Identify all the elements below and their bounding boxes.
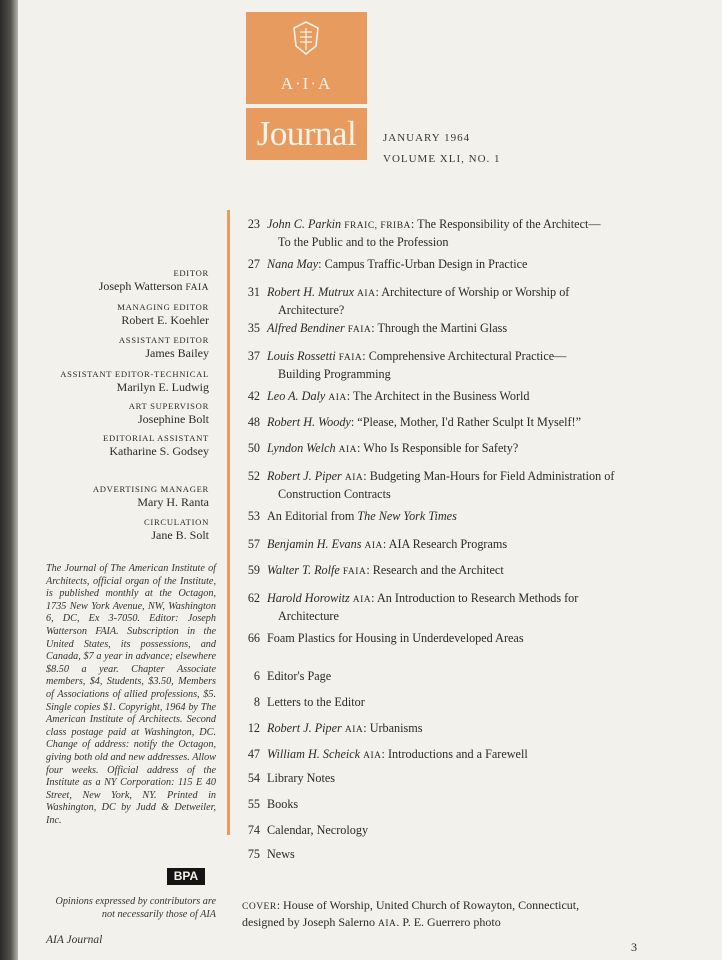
issue-info <box>383 128 501 170</box>
toc-page: 55 <box>247 797 260 811</box>
staff-entry <box>40 302 209 328</box>
staff-name-text: Josephine Bolt <box>138 412 209 426</box>
toc-rule <box>227 210 230 835</box>
toc-sep: : <box>381 747 388 761</box>
toc-page: 37 <box>247 349 260 363</box>
issue-volume: VOLUME XLI, NO. 1 <box>383 153 501 165</box>
toc-page: 6 <box>253 669 260 683</box>
toc-title-italic: The New York Times <box>357 509 457 523</box>
logo-title: Journal <box>256 114 357 153</box>
toc-author: Nana May <box>267 257 319 271</box>
toc-text <box>267 630 667 646</box>
toc-text <box>267 414 667 430</box>
toc-continuation: Architecture <box>278 609 339 623</box>
toc-page: 12 <box>247 721 260 735</box>
toc-sep: : <box>371 321 378 335</box>
toc-creds: AIA <box>344 473 364 483</box>
toc-sep: : <box>363 721 370 735</box>
aia-seal-icon <box>291 20 321 56</box>
toc-page: 52 <box>247 469 260 483</box>
toc-sep: : <box>350 415 358 429</box>
staff-name-text: Joseph Watterson <box>98 279 183 293</box>
staff-role: EDITORIAL ASSISTANT <box>103 433 209 443</box>
toc-text <box>267 846 667 862</box>
toc-sep: : <box>346 389 353 403</box>
toc-author: Robert H. Mutrux <box>267 285 354 299</box>
toc-title: The Responsibility of the Architect— <box>417 217 601 231</box>
toc-creds: FAIA <box>342 567 367 577</box>
toc-author: Leo A. Daly <box>267 389 326 403</box>
toc-creds: AIA <box>344 725 364 735</box>
toc-text <box>267 822 667 838</box>
toc-text <box>267 508 667 524</box>
cover-caption <box>242 898 642 932</box>
logo-title-block <box>246 108 367 160</box>
toc-page: 35 <box>247 321 260 335</box>
cover-creds: AIA <box>377 919 397 929</box>
staff-entry <box>40 335 209 361</box>
staff-entry <box>40 268 209 296</box>
toc-text <box>267 388 667 406</box>
toc-author: Walter T. Rolfe <box>267 563 340 577</box>
toc-title: The Architect in the Business World <box>353 389 530 403</box>
toc-title: Through the Martini Glass <box>377 321 508 335</box>
toc-author: Robert H. Woody <box>267 415 351 429</box>
toc-text <box>267 770 667 786</box>
logo-block <box>246 12 367 104</box>
cover-line1: : House of Worship, United Church of Rowayton, Connecticut, <box>276 898 580 912</box>
toc-creds: FRAIC, FRIBA <box>344 221 411 231</box>
toc-text <box>267 440 667 458</box>
staff-entry <box>40 484 209 510</box>
toc-page: 31 <box>247 285 260 299</box>
staff-entry <box>40 369 209 395</box>
staff-role: ADVERTISING MANAGER <box>92 484 209 494</box>
staff-role: MANAGING EDITOR <box>117 302 209 312</box>
toc-creds: FAIA <box>338 353 363 363</box>
toc-title: Introductions and a Farewell <box>387 747 528 761</box>
toc-page: 23 <box>247 217 260 231</box>
staff-name <box>40 380 209 395</box>
toc-continuation: Architecture? <box>278 303 345 317</box>
staff-name-text: Katharine S. Godsey <box>109 444 209 458</box>
toc-title: An Editorial from <box>267 509 355 523</box>
cover-label: COVER <box>242 902 277 912</box>
toc-page: 48 <box>247 415 260 429</box>
staff-name <box>40 495 209 510</box>
staff-name <box>40 346 209 361</box>
toc-page: 66 <box>247 631 260 645</box>
staff-name <box>40 313 209 328</box>
toc-page: 53 <box>247 509 260 523</box>
toc-title: “Please, Mother, I'd Rather Sculpt It Myself!” <box>357 415 582 429</box>
toc-page: 27 <box>247 257 260 271</box>
toc-title: Architecture of Worship or Worship of <box>381 285 570 299</box>
toc-continuation: Building Programming <box>278 367 391 381</box>
toc-author: William H. Scheick <box>267 747 361 761</box>
toc-title: Who Is Responsible for Safety? <box>363 441 519 455</box>
bpa-badge: BPA <box>167 868 205 885</box>
toc-title: Urbanisms <box>369 721 423 735</box>
toc-text <box>267 590 667 624</box>
toc-title: Comprehensive Architectural Practice— <box>368 349 567 363</box>
toc-title: Campus Traffic-Urban Design in Practice <box>324 257 528 271</box>
staff-role: ASSISTANT EDITOR <box>118 335 209 345</box>
toc-text <box>267 256 667 272</box>
toc-page: 8 <box>253 695 260 709</box>
logo-letters: A·I·A <box>280 74 333 93</box>
binding-spine <box>0 0 18 960</box>
toc-author: Benjamin H. Evans <box>267 537 362 551</box>
toc-creds: AIA <box>328 393 347 403</box>
toc-sep: : <box>366 563 373 577</box>
toc-text <box>267 320 667 338</box>
opinions-note: Opinions expressed by contributors are not necessarily those of AIA <box>55 896 216 920</box>
toc-author: Lyndon Welch <box>267 441 336 455</box>
toc-page: 59 <box>247 563 260 577</box>
staff-role: EDITOR <box>173 268 209 278</box>
toc-creds: AIA <box>363 751 382 761</box>
toc-text <box>267 668 667 684</box>
toc-author: John C. Parkin <box>267 217 342 231</box>
toc-title: Research and the Architect <box>372 563 504 577</box>
toc-text <box>267 348 667 382</box>
toc-author: Robert J. Piper <box>267 721 342 735</box>
staff-entry <box>40 433 209 459</box>
toc-text <box>267 284 667 318</box>
toc-sep: : <box>410 217 418 231</box>
footer-title: AIA Journal <box>46 934 103 946</box>
publication-note: The Journal of The American Institute of Architects, official organ of the Institute, is published monthly at the Octagon, 1735 New York Avenue, NW, Washington 6, DC, Ex 3-7050. Editor: Joseph Watterson FAIA. Subscription in the United States, its possessions, and Canada, $7 a year in advance; elsewhere $8.50 a year. Chapter Associate members, $4, Students, $3.50, Members of Associations of allied professions, $5. Single copies $1. Copyright, 1964 by The American Institute of Architects. Second class postage paid at Washington, DC. Change of address: notify the Octagon, giving both old and new addresses. Allow four weeks. Official address of the Institute as a NY Corporation: 115 E 40 Street, New York, NY. Printed in Washington, DC by Judd & Detweiler, Inc. <box>46 563 216 826</box>
staff-entry <box>40 517 209 543</box>
toc-title: Foam Plastics for Housing in Underdeveloped Areas <box>267 631 524 645</box>
toc-creds: AIA <box>364 541 383 551</box>
staff-entry <box>40 401 209 427</box>
toc-page: 62 <box>247 591 260 605</box>
toc-title: Library Notes <box>267 771 336 785</box>
toc-page: 54 <box>247 771 260 785</box>
toc-text <box>267 796 667 812</box>
toc-title: Budgeting Man-Hours for Field Administration of <box>369 469 615 483</box>
page-number: 3 <box>631 940 637 954</box>
toc-title: Books <box>267 797 299 811</box>
toc-author: Alfred Bendiner <box>267 321 345 335</box>
toc-text <box>267 216 667 250</box>
toc-continuation: To the Public and to the Profession <box>278 235 449 249</box>
staff-role: ART SUPERVISOR <box>128 401 209 411</box>
toc-title: News <box>267 847 295 861</box>
staff-name-text: Robert E. Koehler <box>121 313 209 327</box>
cover-line2a: designed by Joseph Salerno <box>242 915 375 929</box>
toc-title: An Introduction to Research Methods for <box>376 591 579 605</box>
toc-author: Robert J. Piper <box>267 469 342 483</box>
toc-text <box>267 746 667 764</box>
staff-suffix: FAIA <box>185 283 209 293</box>
toc-page: 47 <box>247 747 260 761</box>
staff-name <box>40 279 209 296</box>
toc-sep: : <box>371 591 377 605</box>
staff-role: CIRCULATION <box>144 517 209 527</box>
cover-line2b: . P. E. Guerrero photo <box>396 915 501 929</box>
toc-sep: : <box>375 285 382 299</box>
toc-page: 75 <box>247 847 260 861</box>
toc-text <box>267 720 667 738</box>
toc-title: Editor's Page <box>267 669 332 683</box>
toc-page: 57 <box>247 537 260 551</box>
toc-page: 74 <box>247 823 260 837</box>
toc-continuation: Construction Contracts <box>278 487 391 501</box>
toc-sep: : <box>382 537 389 551</box>
toc-text <box>267 536 667 554</box>
toc-sep: : <box>357 441 364 455</box>
toc-page: 42 <box>247 389 260 403</box>
toc-creds: AIA <box>352 595 372 605</box>
staff-name-text: Jane B. Solt <box>151 528 209 542</box>
toc-text <box>267 562 667 580</box>
staff-name <box>40 412 209 427</box>
staff-name <box>40 444 209 459</box>
issue-date: JANUARY 1964 <box>383 132 471 144</box>
toc-creds: AIA <box>338 445 358 455</box>
staff-name-text: Marilyn E. Ludwig <box>116 380 209 394</box>
toc-sep: : <box>362 349 369 363</box>
toc-sep: : <box>363 469 370 483</box>
toc-sep: : <box>318 257 325 271</box>
toc-title: Letters to the Editor <box>267 695 365 709</box>
staff-name <box>40 528 209 543</box>
toc-text <box>267 694 667 710</box>
toc-page: 50 <box>247 441 260 455</box>
toc-creds: FAIA <box>347 325 372 335</box>
staff-role: ASSISTANT EDITOR-TECHNICAL <box>60 369 209 379</box>
toc-title: AIA Research Programs <box>388 537 508 551</box>
toc-author: Harold Horowitz <box>267 591 350 605</box>
staff-name-text: Mary H. Ranta <box>137 495 209 509</box>
toc-creds: AIA <box>357 289 376 299</box>
toc-text <box>267 468 667 502</box>
toc-author: Louis Rossetti <box>267 349 336 363</box>
staff-name-text: James Bailey <box>145 346 209 360</box>
toc-title: Calendar, Necrology <box>267 823 369 837</box>
